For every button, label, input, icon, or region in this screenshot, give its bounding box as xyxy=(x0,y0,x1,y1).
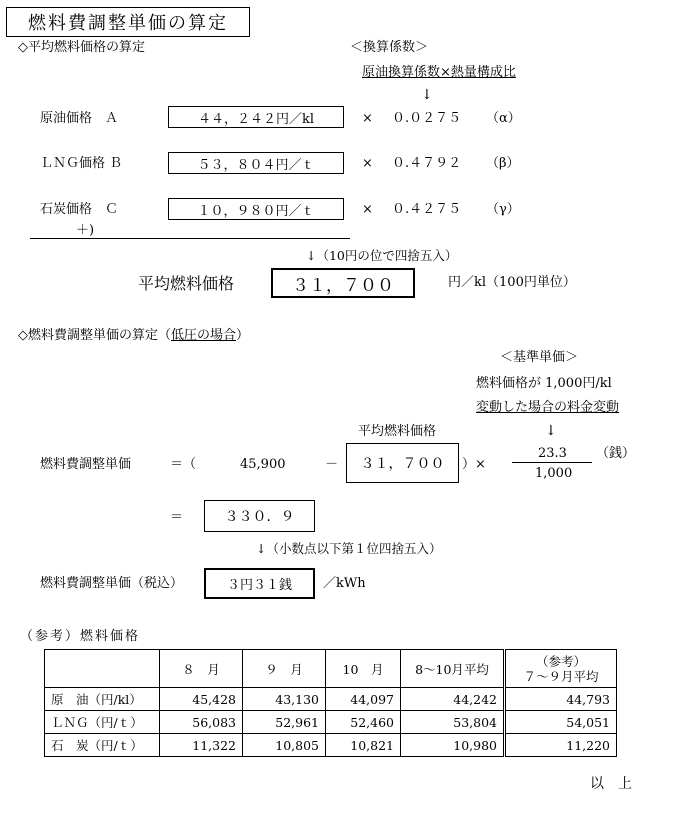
row-b-value: ５３，８０４円／ｔ xyxy=(197,157,315,173)
row-b-value-box xyxy=(168,152,344,174)
table-header-oct: 10 月 xyxy=(326,650,401,688)
base-unit-arrow: ↓ xyxy=(545,423,557,439)
base-unit-heading: ＜基準単価＞ xyxy=(500,350,579,365)
base-unit-line1: 燃料価格が 1,000円/kl xyxy=(476,376,612,391)
coef-heading: ＜換算係数＞ xyxy=(350,40,429,55)
formula-eq2: ＝ xyxy=(170,510,184,525)
row-b-times: × xyxy=(362,156,373,171)
closing-text: 以 上 xyxy=(590,776,632,792)
adjust-unit-label: 燃料費調整単価 xyxy=(40,457,132,472)
row-b-label: ＬＮＧ価格 Ｂ xyxy=(40,156,123,171)
table-header-ref-avg: ７～９月平均 xyxy=(523,668,599,684)
round-note-2: ↓（小数点以下第１位四捨五入） xyxy=(256,541,442,556)
row-c-times: × xyxy=(362,202,373,217)
section1-heading: ◇平均燃料価格の算定 xyxy=(18,40,145,55)
table-cell: 11,322 xyxy=(160,734,243,757)
reference-heading: （参考）燃料価格 xyxy=(20,629,141,644)
base-unit-line2: 変動した場合の料金変動 xyxy=(476,400,620,415)
base-fuel-price: 45,900 xyxy=(240,457,286,472)
table-cell: 54,051 xyxy=(505,711,617,734)
table-row-label: 原 油（円/kl） xyxy=(45,688,160,711)
table-cell: 52,460 xyxy=(326,711,401,734)
row-c-value: １０，９８０円／ｔ xyxy=(197,203,315,219)
table-header-avg: 8～10月平均 xyxy=(401,650,505,688)
formula-avg-label: 平均燃料価格 xyxy=(358,424,437,439)
tax-incl-unit: ／kWh xyxy=(323,576,366,591)
fraction-line xyxy=(512,462,592,463)
avg-fuel-label: 平均燃料価格 xyxy=(138,274,235,293)
round-note-1: ↓（10円の位で四捨五入） xyxy=(306,248,458,263)
sum-line xyxy=(30,238,350,239)
table-cell: 44,242 xyxy=(401,688,505,711)
result-value: ３３０．９ xyxy=(224,509,295,525)
reference-table xyxy=(44,649,617,757)
table-cell: 56,083 xyxy=(160,711,243,734)
row-c-value-box xyxy=(168,198,344,220)
row-a-greek: （α） xyxy=(486,111,521,126)
formula-minus: － xyxy=(325,457,339,472)
table-row xyxy=(45,688,617,711)
section2-heading-underlined: 低圧の場合 xyxy=(171,328,237,343)
formula-eq-open: ＝（ xyxy=(170,457,197,472)
table-header-aug: ８ 月 xyxy=(160,650,243,688)
table-cell: 43,130 xyxy=(243,688,326,711)
page-title: 燃料費調整単価の算定 xyxy=(28,13,228,34)
tax-incl-label: 燃料費調整単価（税込） xyxy=(40,576,184,591)
row-a-label: 原油価格 Ａ xyxy=(40,111,119,126)
table-cell: 53,804 xyxy=(401,711,505,734)
table-cell: 10,980 xyxy=(401,734,505,757)
section2-heading xyxy=(18,329,249,342)
avg-fuel-unit: 円／kl（100円単位） xyxy=(448,275,576,290)
result-value-box xyxy=(204,500,315,532)
tax-incl-value-box xyxy=(204,568,315,599)
table-header-ref xyxy=(505,650,617,688)
coef-subheading: 原油換算係数×熱量構成比 xyxy=(362,65,516,80)
table-row xyxy=(45,711,617,734)
avg-fuel-value-box xyxy=(271,268,415,298)
plus-sign: ＋) xyxy=(76,223,95,238)
fraction-numerator: 23.3 xyxy=(538,446,567,461)
table-header-ref-note: （参考） xyxy=(535,653,586,669)
formula-avg-value: ３１，７００ xyxy=(360,456,445,472)
table-cell: 44,097 xyxy=(326,688,401,711)
row-a-times: × xyxy=(362,111,373,126)
table-cell: 44,793 xyxy=(505,688,617,711)
tax-incl-value: ３円３１銭 xyxy=(226,578,292,593)
row-a-value: ４４，２４２円／kl xyxy=(197,111,315,127)
row-b-coef: ０.４７９２ xyxy=(392,156,462,171)
fraction-denominator: 1,000 xyxy=(535,466,573,481)
section2-heading-suffix: ） xyxy=(236,328,250,343)
table-cell: 11,220 xyxy=(505,734,617,757)
row-a-value-box xyxy=(168,106,344,128)
row-b-greek: （β） xyxy=(486,156,520,171)
table-row xyxy=(45,734,617,757)
sen-unit: （銭） xyxy=(596,446,636,461)
table-cell: 52,961 xyxy=(243,711,326,734)
table-header-sep: ９ 月 xyxy=(243,650,326,688)
row-a-coef: ０.０２７５ xyxy=(392,111,462,126)
table-cell: 45,428 xyxy=(160,688,243,711)
coef-arrow: ↓ xyxy=(421,87,433,103)
table-cell: 10,821 xyxy=(326,734,401,757)
table-row-label: 石 炭（円/ｔ） xyxy=(45,734,160,757)
avg-fuel-value: ３１，７００ xyxy=(292,275,394,296)
table-cell: 10,805 xyxy=(243,734,326,757)
row-c-coef: ０.４２７５ xyxy=(392,202,462,217)
formula-avg-value-box xyxy=(346,443,459,483)
row-c-label: 石炭価格 Ｃ xyxy=(40,202,119,217)
row-c-greek: （γ） xyxy=(486,202,520,217)
section2-heading-prefix: ◇燃料費調整単価の算定（ xyxy=(18,328,171,343)
table-header-blank xyxy=(45,650,160,688)
table-row-label: ＬＮＧ（円/ｔ） xyxy=(45,711,160,734)
formula-close-times: ）× xyxy=(462,457,486,472)
page-title-box xyxy=(6,7,250,37)
table-header-row xyxy=(45,650,617,688)
